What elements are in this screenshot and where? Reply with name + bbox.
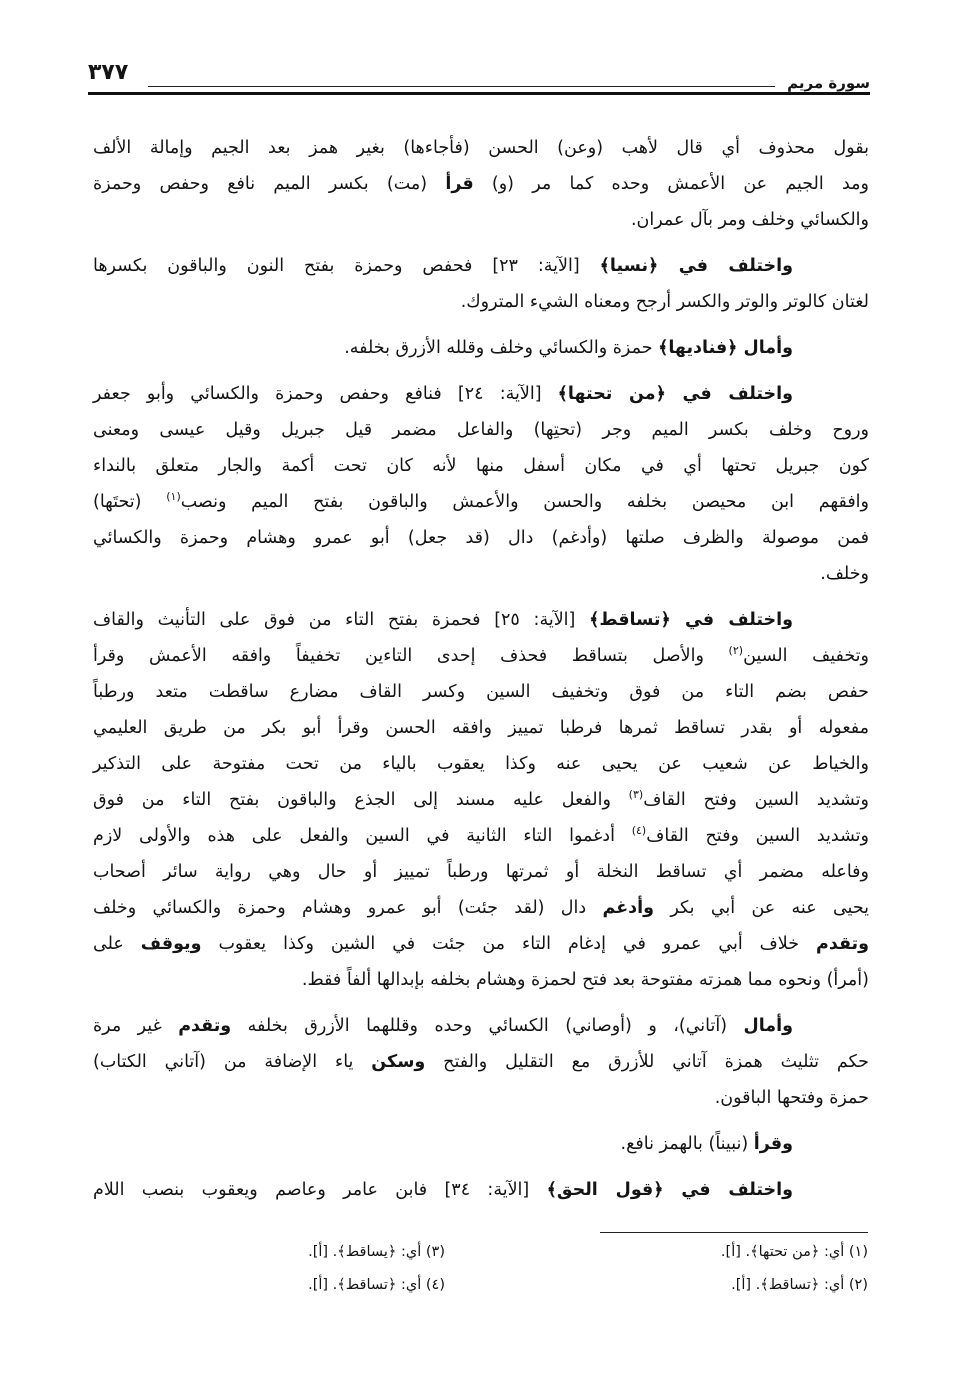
- footnote-text: أي: ﴿من تحتها﴾. [أ].: [720, 1244, 845, 1260]
- text-run: وخلف.: [820, 564, 869, 584]
- footnote: [185, 1269, 445, 1302]
- text-run: وروح وخلف بكسر الميم وجر (تحتِها) والفاعل مضمر قيل جبريل وقيل عيسى ومعنى: [93, 420, 869, 440]
- text-run: وافقهم ابن محيصن بخلفه والحسن والأعمش والباقون بفتح الميم ونصب: [180, 492, 869, 512]
- text-run: كون جبريل تحتها أي في مكان أسفل منها لأنه كان تحت أكمة والجار متعلق بالنداء: [93, 456, 869, 476]
- footnote: [568, 1236, 868, 1269]
- text-run: والأصل بتساقط فحذف إحدى التاءين تخفيفاً وافقه الأعمش وقرأ: [93, 646, 729, 666]
- text-run: (مت) بكسر الميم نافع وحفص وحمزة: [93, 174, 446, 194]
- text-line: [93, 962, 869, 998]
- text-run: (أمرأ) ونحوه مما همزته مفتوحة بعد فتح لحمزة وهشام بخلفه بإبدالها ألفاً فقط.: [301, 970, 869, 990]
- text-run: وتشديد السين وفتح القاف: [646, 826, 869, 846]
- paragraph: [93, 1126, 869, 1162]
- paragraph: [93, 376, 869, 592]
- footnote-text: أي: ﴿يساقط﴾. [أ].: [308, 1244, 422, 1260]
- text-line: [93, 854, 869, 890]
- text-line: [93, 330, 869, 366]
- text-run: وتشديد السين وفتح القاف: [643, 790, 869, 810]
- footnotes-right-column: [568, 1236, 868, 1302]
- text-run: حكم تثليث همزة آتاني للأزرق مع التقليل والفتح: [425, 1052, 869, 1072]
- text-run: حمزة وفتحها الباقون.: [714, 1088, 869, 1108]
- text-line: [93, 638, 869, 674]
- paragraph: [93, 602, 869, 998]
- text-run: على: [93, 934, 141, 954]
- footnote-ref: (١): [166, 490, 181, 504]
- footnote-text: أي: ﴿تساقط﴾. [أ].: [731, 1277, 845, 1293]
- bold-keyword: ويوقف: [140, 934, 202, 954]
- text-line: [93, 890, 869, 926]
- text-line: [93, 710, 869, 746]
- text-line: [93, 412, 869, 448]
- text-run: فمن موصولة والظرف صلتها (وأدغم) دال (قد جعل) أبو عمرو وهشام وحمزة والكسائي: [93, 528, 869, 548]
- text-run: (تحتَها): [93, 492, 167, 512]
- footnote-divider: [600, 1232, 868, 1233]
- text-run: غير مرة: [93, 1016, 179, 1036]
- footnote-ref: (٤): [631, 824, 647, 838]
- text-line: [93, 130, 869, 166]
- text-line: [93, 484, 869, 520]
- text-run: [الآية: ٢٤] فنافع وحفص وحمزة والكسائي وأبو جعفر: [93, 384, 558, 404]
- running-header: [88, 58, 870, 94]
- footnote-number: (٢): [848, 1277, 868, 1293]
- text-line: [93, 746, 869, 782]
- bold-keyword: واختلف في ﴿من تحتها﴾: [557, 384, 793, 404]
- paragraph: [93, 1008, 869, 1116]
- text-run: [الآية: ٢٥] فحمزة بفتح التاء من فوق على التأنيث والقاف: [93, 610, 590, 630]
- text-run: (نبيناً) بالهمز نافع.: [620, 1134, 754, 1154]
- text-run: أدغموا التاء الثانية في السين والفعل على هذه والأولى لازم: [93, 826, 632, 846]
- footnote-number: (٤): [425, 1277, 445, 1293]
- page-number: ٣٧٧: [88, 60, 129, 85]
- bold-keyword: وقرأ: [753, 1134, 793, 1154]
- paragraph: [93, 1172, 869, 1208]
- text-run: (آتاني)، و (أوصاني) الكسائي وحده وقللهما الأزرق بخلفه: [231, 1016, 744, 1036]
- paragraph: [93, 130, 869, 238]
- text-run: يحيى عنه عن أبي بكر: [654, 898, 869, 918]
- text-line: [93, 202, 869, 238]
- text-run: والفعل عليه مسند إلى الجذع والباقون بفتح التاء من فوق: [93, 790, 629, 810]
- header-divider: [88, 92, 870, 95]
- text-line: [93, 556, 869, 592]
- text-line: [93, 674, 869, 710]
- text-line: [93, 1008, 869, 1044]
- footnote: [185, 1236, 445, 1269]
- text-run: [الآية: ٣٤] فابن عامر وعاصم ويعقوب بنصب اللام: [93, 1180, 547, 1200]
- text-line: [93, 818, 869, 854]
- bold-keyword: وأمال: [743, 1016, 793, 1036]
- text-run: [الآية: ٢٣] فحفص وحمزة بفتح النون والباقون بكسرها: [93, 256, 600, 276]
- footnote-text: أي: ﴿تساقط﴾. [أ].: [308, 1277, 422, 1293]
- text-run: دال (لقد جئت) أبو عمرو وهشام وحمزة والكسائي وخلف: [93, 898, 603, 918]
- paragraph: [93, 330, 869, 366]
- text-line: [93, 376, 869, 412]
- text-line: [93, 448, 869, 484]
- text-line: [93, 1126, 869, 1162]
- text-run: ومد الجيم عن الأعمش وحده كما مر (و): [473, 174, 869, 194]
- text-run: مفعوله أو بقدر تساقط ثمرها فرطبا تمييز وافقه الحسن وقرأ أبو بكر من طريق العليمي: [93, 718, 869, 738]
- bold-keyword: وأمال ﴿فناديها﴾: [658, 338, 793, 358]
- footnote-ref: (٢): [728, 644, 744, 658]
- bold-keyword: واختلف في ﴿نسيا﴾: [599, 256, 793, 276]
- bold-keyword: وأدغم: [602, 898, 655, 918]
- paragraph: [93, 248, 869, 320]
- text-run: وتخفيف السين: [743, 646, 869, 666]
- bold-keyword: وسكن: [371, 1052, 426, 1072]
- text-run: حمزة والكسائي وخلف وقلله الأزرق بخلفه.: [344, 338, 659, 358]
- surah-title: سورة مريم: [787, 74, 870, 92]
- footnote-ref: (٣): [628, 788, 644, 802]
- text-run: والخياط عن شعيب عن يحيى عنه وكذا يعقوب بالياء من تحت مفتوحة على التذكير: [93, 754, 869, 774]
- bold-keyword: واختلف في ﴿تساقط﴾: [589, 610, 793, 630]
- text-run: خلاف أبي عمرو في إدغام التاء من جئت في الشين وكذا يعقوب: [201, 934, 817, 954]
- text-line: [93, 1044, 869, 1080]
- text-line: [93, 520, 869, 556]
- text-line: [93, 1080, 869, 1116]
- text-run: بقول محذوف أي قال لأهب (وعن) الحسن (فأجاءها) بغير همز بعد الجيم وإمالة الألف: [93, 138, 869, 158]
- text-line: [93, 284, 869, 320]
- text-line: [93, 602, 869, 638]
- footnote-number: (٣): [425, 1244, 445, 1260]
- text-run: والكسائي وخلف ومر بآل عمران.: [630, 210, 869, 230]
- footnotes-left-column: [185, 1236, 445, 1302]
- header-rule: [148, 86, 775, 87]
- footnote-number: (١): [848, 1244, 868, 1260]
- text-line: [93, 248, 869, 284]
- text-line: [93, 782, 869, 818]
- bold-keyword: وتقدم: [178, 1016, 232, 1036]
- text-run: لغتان كالوتر والوتر والكسر أرجح ومعناه الشيء المتروك.: [460, 292, 869, 312]
- bold-keyword: وتقدم: [816, 934, 870, 954]
- text-line: [93, 926, 869, 962]
- text-line: [93, 1172, 869, 1208]
- text-run: حفص بضم التاء من فوق وتخفيف السين وكسر القاف مضارع ساقطت متعد ورطباً: [93, 682, 869, 702]
- text-run: وفاعله مضمر أي تساقط النخلة أو ثمرتها ورطباً تمييز أو حال وهي رواية سائر أصحاب: [93, 862, 869, 882]
- footnote: [568, 1269, 868, 1302]
- text-run: ياء الإضافة من (آتاني الكتاب): [93, 1052, 372, 1072]
- bold-keyword: واختلف في ﴿قول الحق﴾: [546, 1180, 793, 1200]
- bold-keyword: قرأ: [445, 174, 474, 194]
- main-text: [93, 130, 869, 1208]
- text-line: [93, 166, 869, 202]
